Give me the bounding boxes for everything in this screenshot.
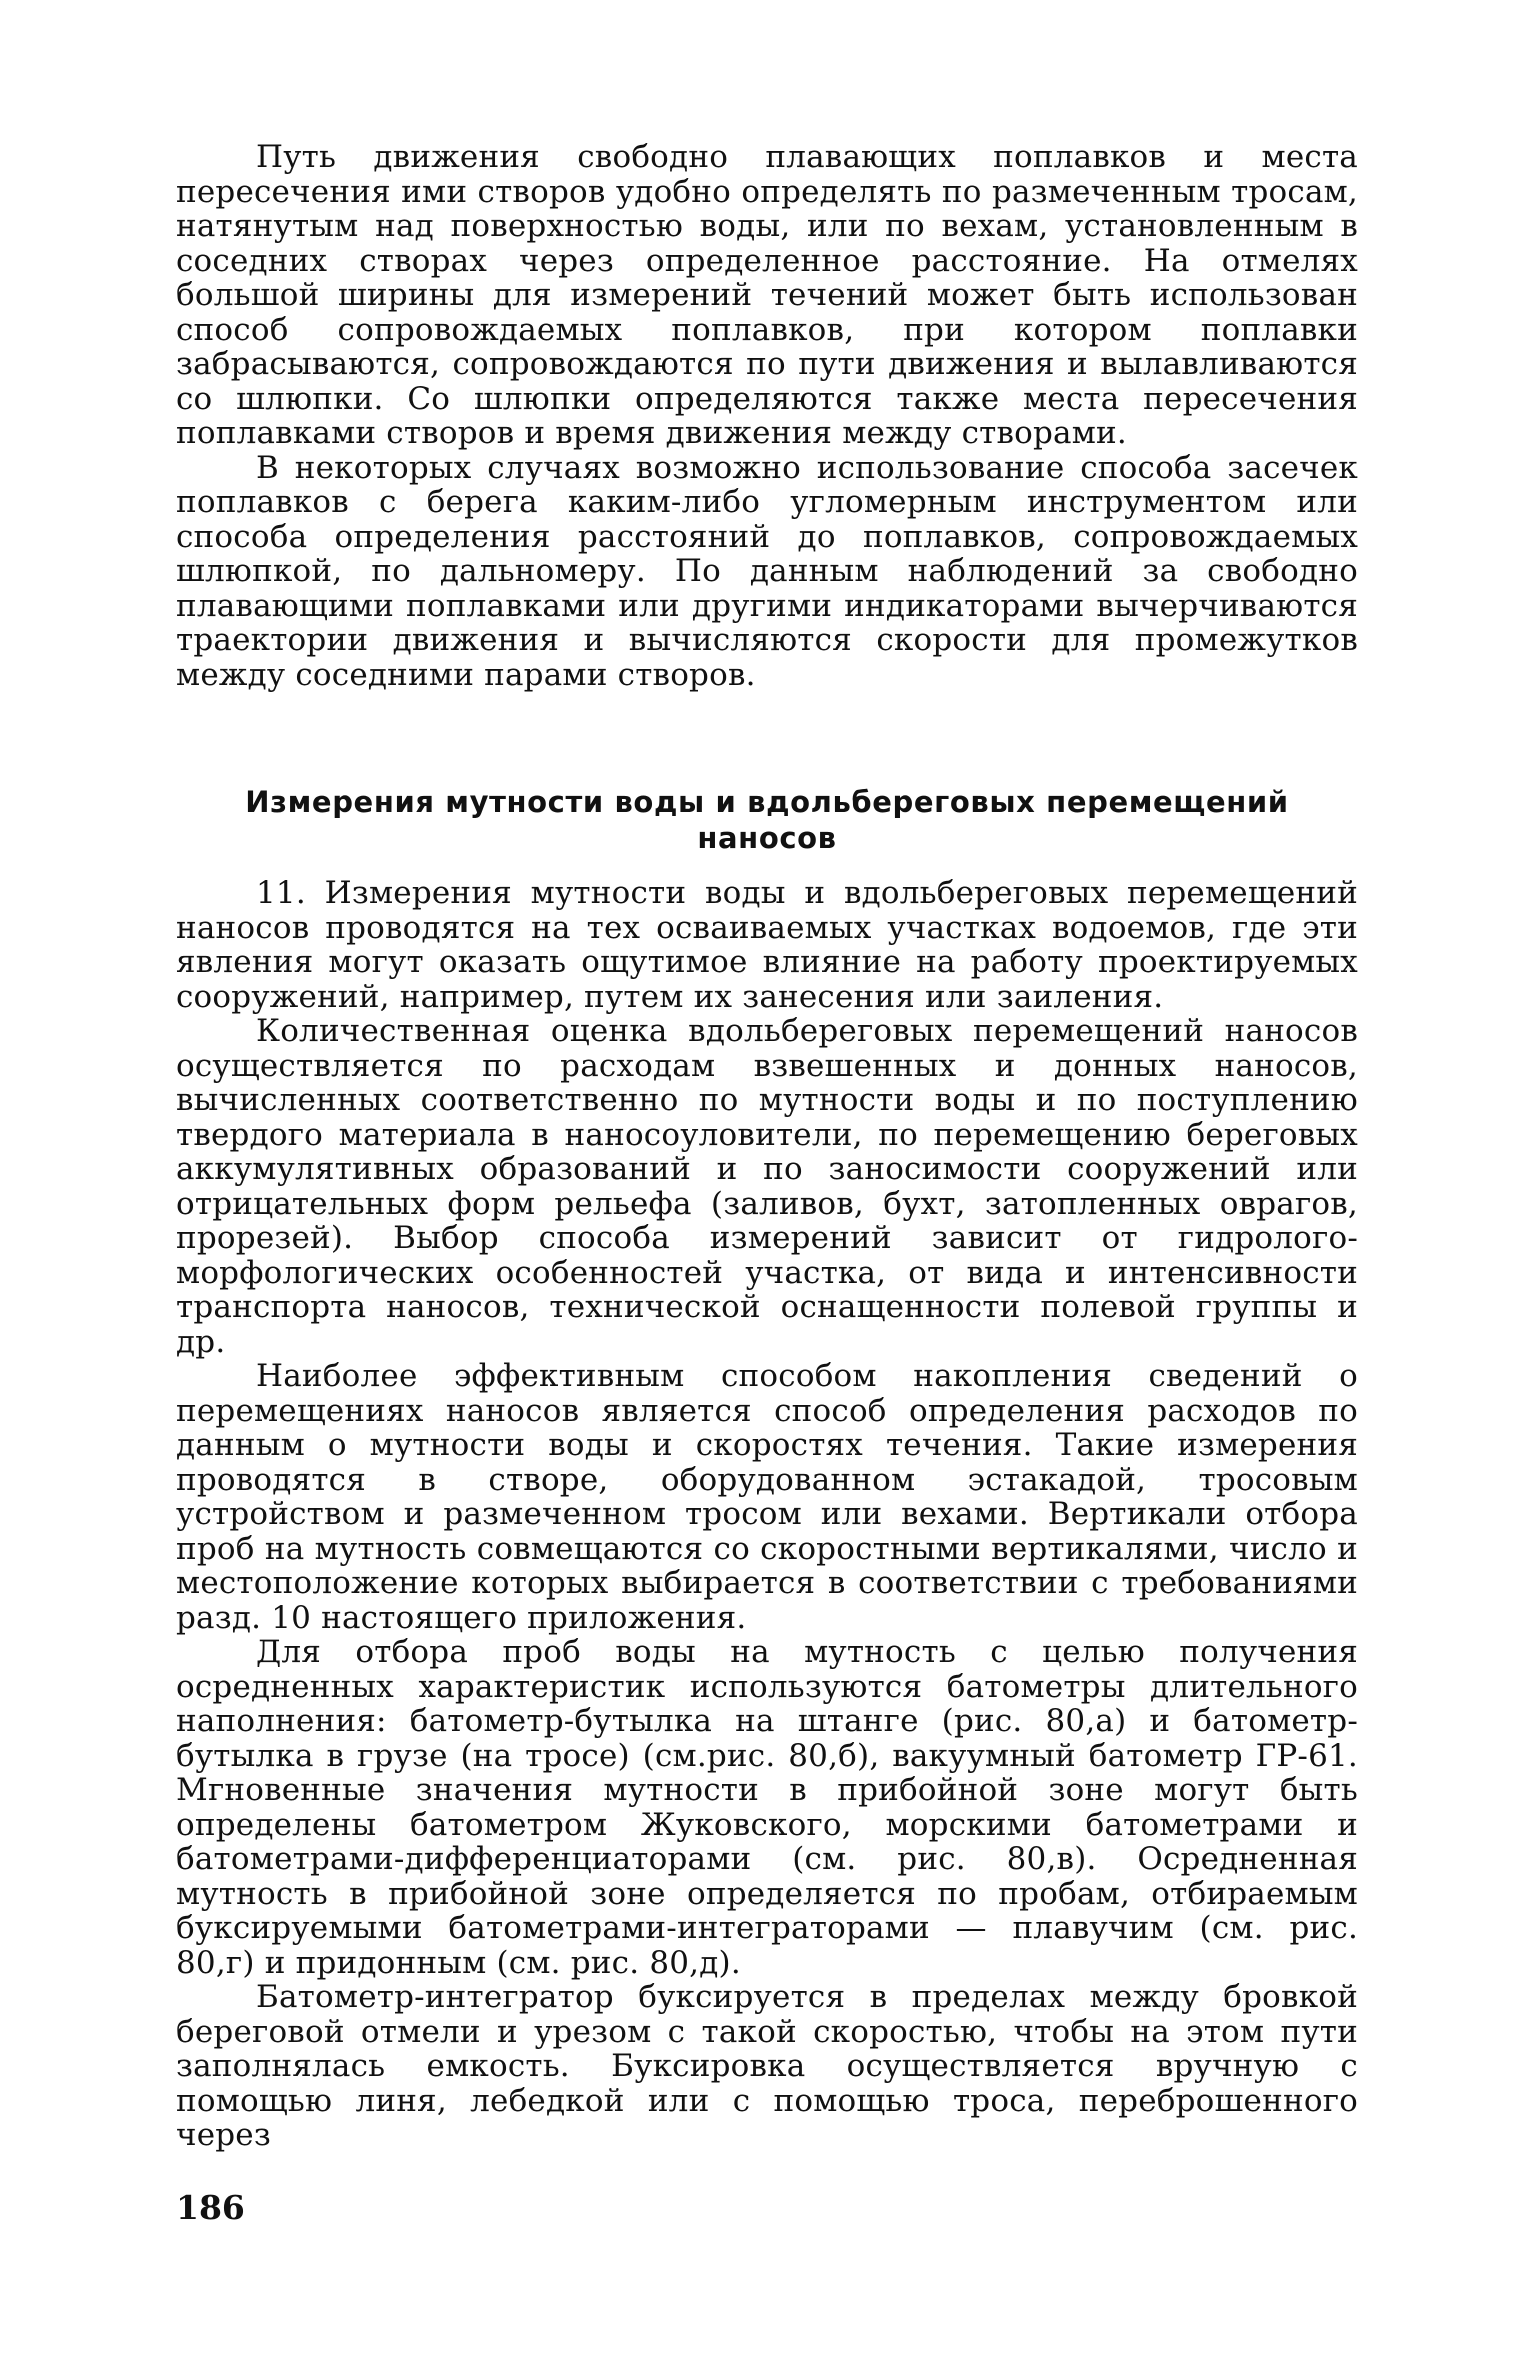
paragraph-floats-path: Путь движения свободно плавающих поплавков и места пересечения ими створов удобно определять по размеченным тросам, натянутым над поверхностью воды, или по вехам, установленным в соседних створах через определенное расстояние. На отмелях большой ширины для измерений течений может быть использован способ сопровождаемых поплавков, при котором поплавки забрасываются, сопровождаются по пути движения и вылавливаются со шлюпки. Со шлюпки определяются также места пересечения поплавками створов и время движения между створами.: [176, 139, 1358, 451]
page-body: [176, 140, 1358, 2153]
paragraph-floats-triangulation: В некоторых случаях возможно использование способа засечек поплавков с берега каким-либо угломерным инструментом или способа определения расстояний до поплавков, сопровождаемых шлюпкой, по дальномеру. По данным наблюдений за свободно плавающими поплавками или другими индикаторами вычерчиваются траектории движения и вычисляются скорости для промежутков между соседними парами створов.: [176, 449, 1358, 693]
paragraph-effective-method: Наиболее эффективным способом накопления сведений о перемещениях наносов является способ определения расходов по данным о мутности воды и скоростях течения. Такие измерения проводятся в створе, оборудованном эстакадой, тросовым устройством и размеченном тросом или вехами. Вертикали отбора проб на мутность совмещаются со скоростными вертикалями, число и местоположение которых выбирается в соответствии с требованиями разд. 10 настоящего приложения.: [176, 1358, 1358, 1636]
paragraph-quantitative-estimate: Количественная оценка вдольбереговых перемещений наносов осуществляется по расходам взвешенных и донных наносов, вычисленных соответственно по мутности воды и по поступлению твердого материала в наносоуловители, по перемещению береговых аккумулятивных образований и по заносимости сооружений или отрицательных форм рельефа (заливов, бухт, затопленных оврагов, прорезей). Выбор способа измерений зависит от гидролого-морфологических особенностей участка, от вида и интенсивности транспорта наносов, технической оснащенности полевой группы и др.: [176, 1013, 1358, 1360]
paragraph-bathometers: Для отбора проб воды на мутность с целью получения осредненных характеристик используются батометры длительного наполнения: батометр-бутылка на штанге (рис. 80,а) и батометр-бутылка в грузе (на тросе) (см.рис. 80,б), вакуумный батометр ГР-61. Мгновенные значения мутности в прибойной зоне могут быть определены батометром Жуковского, морскими батометрами и батометрами-дифференциаторами (см. рис. 80,в). Осредненная мутность в прибойной зоне определяется по пробам, отбираемым буксируемыми батометрами-интеграторами — плавучим (см. рис. 80,г) и придонным (см. рис. 80,д).: [176, 1634, 1358, 1981]
paragraph-integrator-towing: Батометр-интегратор буксируется в пределах между бровкой береговой отмели и урезом с такой скоростью, чтобы на этом пути заполнялась емкость. Буксировка осуществляется вручную с помощью линя, лебедкой или с помощью троса, переброшенного через: [176, 1979, 1358, 2153]
page-number: 186: [176, 2188, 245, 2227]
section-heading: Измерения мутности воды и вдольбереговых перемещений наносов: [245, 785, 1289, 855]
paragraph-turbidity-intro: 11. Измерения мутности воды и вдольбереговых перемещений наносов проводятся на тех осваиваемых участках водоемов, где эти явления могут оказать ощутимое влияние на работу проектируемых сооружений, например, путем их занесения или заиления.: [176, 875, 1358, 1015]
